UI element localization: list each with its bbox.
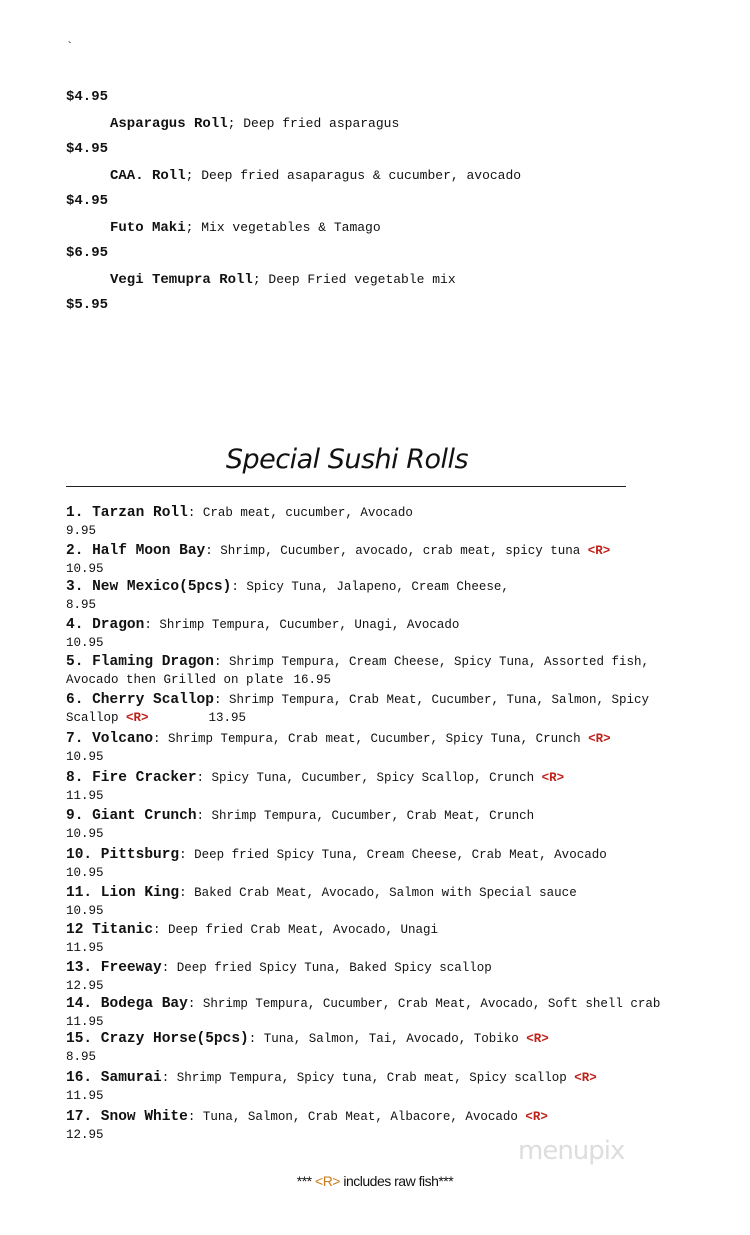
item-description: : Deep fried Spicy Tuna, Baked Spicy scallop: [161, 961, 492, 975]
item-description-cont: Avocado then Grilled on plate: [66, 672, 284, 687]
item-name: 7. Volcano: [66, 731, 154, 747]
price: $5.95: [66, 297, 109, 313]
menu-item: [66, 579, 666, 614]
item-name: Vegi Temupra Roll: [110, 272, 253, 288]
item-description: : Shrimp Tempura, Cucumber, Crab Meat, Avocado, Soft shell crab: [187, 997, 661, 1011]
raw-tag: <R>: [315, 1173, 340, 1189]
menu-item: [110, 220, 381, 236]
item-price: 16.95: [293, 672, 332, 687]
item-name: 9. Giant Crunch: [66, 808, 197, 824]
raw-fish-tag: <R>: [588, 732, 611, 746]
menu-item: [66, 543, 666, 578]
item-price: 11.95: [66, 1014, 104, 1029]
item-price: 10.95: [66, 749, 104, 764]
price: $4.95: [66, 141, 109, 157]
section-title: Special Sushi Rolls: [225, 444, 469, 475]
raw-fish-tag: <R>: [541, 771, 565, 785]
raw-fish-tag: <R>: [126, 710, 149, 725]
menu-item: [110, 272, 456, 288]
item-name: Futo Maki: [110, 220, 186, 236]
menu-item: [66, 692, 666, 727]
menu-item: [66, 1031, 666, 1066]
item-name: 12 Titanic: [66, 922, 154, 938]
item-description: : Tuna, Salmon, Crab Meat, Albacore, Avocado: [187, 1110, 526, 1124]
item-description: : Shrimp, Cucumber, avocado, crab meat, spicy tuna: [205, 544, 588, 558]
menu-item: [66, 922, 666, 957]
item-name: 10. Pittsburg: [66, 847, 180, 863]
item-name: 15. Crazy Horse(5pcs): [66, 1031, 249, 1047]
item-description: : Shrimp Tempura, Crab meat, Cucumber, Spicy Tuna, Crunch: [153, 732, 589, 746]
item-name: Asparagus Roll: [110, 116, 228, 132]
item-price: 10.95: [66, 865, 104, 880]
item-price: 8.95: [66, 597, 97, 612]
menu-item: [66, 960, 666, 995]
item-description: ; Deep fried asparagus: [227, 116, 400, 131]
stray-mark: `: [66, 40, 74, 54]
menu-item: [66, 654, 666, 689]
menu-item: [110, 116, 399, 132]
menu-item: [66, 996, 666, 1031]
item-price: 13.95: [208, 710, 247, 725]
item-description: : Spicy Tuna, Cucumber, Spicy Scallop, Crunch: [196, 771, 542, 785]
item-description: ; Deep Fried vegetable mix: [252, 272, 456, 287]
menu-item: [66, 505, 666, 540]
item-name: 1. Tarzan Roll: [66, 505, 188, 521]
footer-text: includes raw fish***: [339, 1173, 454, 1189]
item-name: 11. Lion King: [66, 885, 180, 901]
item-description: ; Mix vegetables & Tamago: [185, 220, 381, 235]
item-description-cont: Scallop: [66, 710, 127, 725]
item-price: 11.95: [66, 1088, 104, 1103]
item-price: 10.95: [66, 903, 104, 918]
menu-item: [110, 168, 521, 184]
item-description: : Tuna, Salmon, Tai, Avocado, Tobiko: [248, 1032, 527, 1046]
menu-item: [66, 808, 666, 843]
item-price: 10.95: [66, 635, 104, 650]
raw-fish-tag: <R>: [526, 1032, 549, 1046]
item-description: : Spicy Tuna, Jalapeno, Cream Cheese,: [231, 580, 509, 594]
item-description: : Baked Crab Meat, Avocado, Salmon with Special sauce: [179, 886, 577, 900]
item-price: 9.95: [66, 523, 97, 538]
item-description: : Shrimp Tempura, Cucumber, Unagi, Avocado: [144, 618, 460, 632]
menu-item: [66, 847, 666, 882]
menu-item: [66, 770, 666, 805]
watermark-logo: menupix: [518, 1136, 625, 1166]
raw-fish-note: [0, 1173, 750, 1189]
item-name: CAA. Roll: [110, 168, 186, 184]
menu-item: [66, 885, 666, 920]
item-name: 4. Dragon: [66, 617, 145, 633]
item-price: 10.95: [66, 826, 104, 841]
price: $6.95: [66, 245, 109, 261]
raw-fish-tag: <R>: [574, 1071, 597, 1085]
item-name: 14. Bodega Bay: [66, 996, 188, 1012]
item-price: 12.95: [66, 978, 104, 993]
item-price: 11.95: [66, 788, 104, 803]
price: $4.95: [66, 89, 109, 105]
item-name: 16. Samurai: [66, 1070, 162, 1086]
raw-fish-tag: <R>: [587, 544, 611, 558]
item-name: 8. Fire Cracker: [66, 770, 197, 786]
item-description: : Shrimp Tempura, Cream Cheese, Spicy Tuna, Assorted fish,: [213, 655, 650, 669]
raw-fish-tag: <R>: [525, 1110, 548, 1124]
item-description: ; Deep fried asaparagus & cucumber, avocado: [185, 168, 522, 183]
menu-item: [66, 731, 666, 766]
menu-item: [66, 1070, 666, 1105]
item-description: : Deep fried Spicy Tuna, Cream Cheese, Crab Meat, Avocado: [179, 848, 607, 862]
item-price: 10.95: [66, 561, 104, 576]
item-description: : Crab meat, cucumber, Avocado: [187, 506, 413, 520]
item-description: : Shrimp Tempura, Crab Meat, Cucumber, Tuna, Salmon, Spicy: [213, 693, 650, 707]
divider: [66, 486, 626, 487]
item-name: 2. Half Moon Bay: [66, 543, 206, 559]
item-price: 8.95: [66, 1049, 97, 1064]
item-name: 17. Snow White: [66, 1109, 188, 1125]
item-description: : Shrimp Tempura, Spicy tuna, Crab meat, Spicy scallop: [161, 1071, 575, 1085]
item-name: 13. Freeway: [66, 960, 162, 976]
item-name: 3. New Mexico(5pcs): [66, 579, 232, 595]
item-name: 6. Cherry Scallop: [66, 692, 214, 708]
item-price: 11.95: [66, 940, 104, 955]
item-name: 5. Flaming Dragon: [66, 654, 214, 670]
item-description: : Shrimp Tempura, Cucumber, Crab Meat, Crunch: [196, 809, 535, 823]
item-description: : Deep fried Crab Meat, Avocado, Unagi: [153, 923, 439, 937]
price: $4.95: [66, 193, 109, 209]
footer-stars: ***: [296, 1173, 316, 1189]
menu-item: [66, 617, 666, 652]
item-price: 12.95: [66, 1127, 104, 1142]
